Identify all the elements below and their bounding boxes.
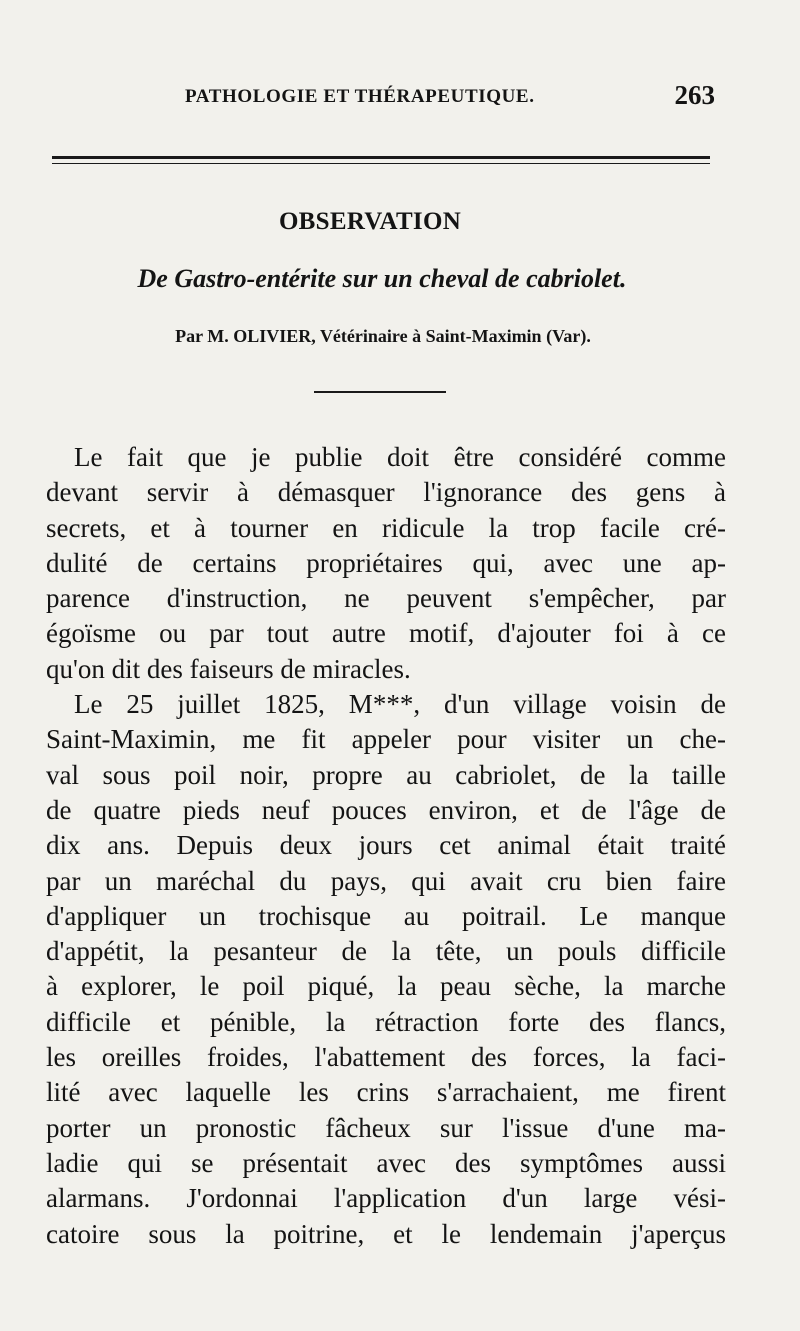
section-divider [314, 391, 446, 393]
running-title: PATHOLOGIE ET THÉRAPEUTIQUE. [185, 86, 535, 107]
text-line: val sous poil noir, propre au cabriolet, de la taille [46, 759, 726, 790]
text-line: de quatre pieds neuf pouces environ, et de l'âge de [46, 794, 726, 825]
text-line: ladie qui se présentait avec des symptômes aussi [46, 1147, 726, 1178]
body-text [46, 440, 726, 1252]
text-line: Saint-Maximin, me fit appeler pour visiter un che- [46, 724, 726, 755]
text-line: d'appliquer un trochisque au poitrail. Le manque [46, 900, 726, 931]
text-line: dix ans. Depuis deux jours cet animal était traité [46, 830, 726, 861]
text-line: devant servir à démasquer l'ignorance des gens à [46, 477, 726, 508]
article-subtitle: De Gastro-entérite sur un cheval de cabriolet. [137, 264, 627, 293]
text-line: Le 25 juillet 1825, M***, d'un village voisin de [74, 689, 726, 720]
text-line: Le fait que je publie doit être considéré comme [74, 442, 726, 472]
text-line: les oreilles froides, l'abattement des forces, la faci- [46, 1042, 726, 1073]
running-head [55, 82, 715, 116]
text-line: égoïsme ou par tout autre motif, d'ajouter foi à ce [46, 618, 726, 649]
text-line: à explorer, le poil piqué, la peau sèche, la marche [46, 971, 726, 1002]
text-line: par un maréchal du pays, qui avait cru bien faire [46, 865, 726, 896]
text-line: dulité de certains propriétaires qui, avec une ap- [46, 547, 726, 578]
text-line: porter un pronostic fâcheux sur l'issue d'une ma- [46, 1112, 726, 1143]
paragraph-2 [46, 687, 726, 1252]
text-line: parence d'instruction, ne peuvent s'empêcher, par [46, 583, 726, 614]
page-number: 263 [674, 80, 715, 110]
header-rule-thin [52, 163, 710, 164]
text-line: qu'on dit des faiseurs de miracles. [46, 653, 411, 684]
article-byline: Par M. OLIVIER, Vétérinaire à Saint-Maximin (Var). [175, 326, 591, 346]
text-line: lité avec laquelle les crins s'arrachaient, me firent [46, 1077, 726, 1108]
text-line: alarmans. J'ordonnai l'application d'un large vési- [46, 1183, 726, 1214]
text-line: difficile et pénible, la rétraction forte des flancs, [46, 1006, 726, 1037]
article-heading: OBSERVATION [278, 208, 462, 235]
header-rule-thick [52, 156, 710, 159]
text-line: secrets, et à tourner en ridicule la trop facile cré- [46, 512, 726, 543]
text-line: d'appétit, la pesanteur de la tête, un pouls difficile [46, 936, 726, 967]
text-line: catoire sous la poitrine, et le lendemain j'aperçus [46, 1218, 726, 1249]
paragraph-1 [46, 440, 726, 687]
